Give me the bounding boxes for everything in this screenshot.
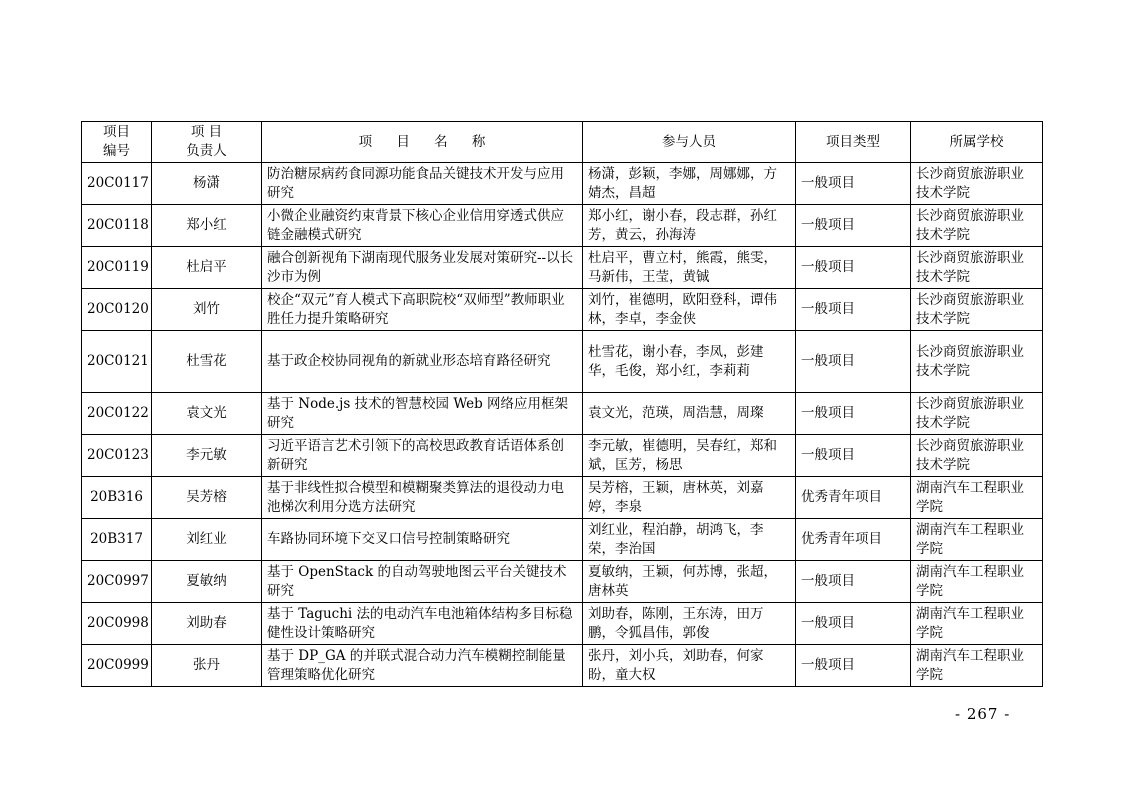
cell-members: 张丹，刘小兵，刘助春，何家盼，童大权 [583, 645, 796, 687]
cell-code: 20B316 [82, 477, 152, 519]
cell-leader: 张丹 [152, 645, 262, 687]
cell-school: 湖南汽车工程职业学院 [911, 477, 1043, 519]
page-number: - 267 - [955, 705, 1011, 723]
cell-leader: 吴芳榕 [152, 477, 262, 519]
table-row [82, 163, 1043, 205]
cell-type: 一般项目 [796, 561, 911, 603]
cell-members: 吴芳榕，王颖，唐林英，刘嘉婷，李泉 [583, 477, 796, 519]
header-members: 参与人员 [583, 122, 796, 163]
table-row [82, 561, 1043, 603]
cell-school: 湖南汽车工程职业学院 [911, 645, 1043, 687]
cell-school: 长沙商贸旅游职业技术学院 [911, 435, 1043, 477]
cell-code: 20C0120 [82, 289, 152, 331]
header-school: 所属学校 [911, 122, 1043, 163]
table-row [82, 247, 1043, 289]
cell-leader: 郑小红 [152, 205, 262, 247]
cell-leader: 刘竹 [152, 289, 262, 331]
table-row [82, 645, 1043, 687]
header-code-line2: 编号 [103, 143, 130, 159]
cell-code: 20C0122 [82, 393, 152, 435]
cell-code: 20B317 [82, 519, 152, 561]
cell-name: 基于政企校协同视角的新就业形态培育路径研究 [262, 331, 583, 393]
project-table [81, 121, 1043, 687]
cell-leader: 杜启平 [152, 247, 262, 289]
cell-school: 长沙商贸旅游职业技术学院 [911, 163, 1043, 205]
cell-code: 20C0123 [82, 435, 152, 477]
cell-members: 刘红业，程泊静，胡鸿飞，李荣，李治国 [583, 519, 796, 561]
table-row [82, 603, 1043, 645]
cell-name: 防治糖尿病药食同源功能食品关键技术开发与应用研究 [262, 163, 583, 205]
cell-name: 基于 DP_GA 的并联式混合动力汽车模糊控制能量管理策略优化研究 [262, 645, 583, 687]
cell-type: 一般项目 [796, 435, 911, 477]
cell-name: 车路协同环境下交叉口信号控制策略研究 [262, 519, 583, 561]
header-code [82, 122, 152, 163]
table-row [82, 435, 1043, 477]
cell-school: 湖南汽车工程职业学院 [911, 561, 1043, 603]
cell-code: 20C0999 [82, 645, 152, 687]
cell-school: 湖南汽车工程职业学院 [911, 519, 1043, 561]
header-name: 项 目 名 称 [262, 122, 583, 163]
cell-leader: 刘助春 [152, 603, 262, 645]
cell-name: 基于 Taguchi 法的电动汽车电池箱体结构多目标稳健性设计策略研究 [262, 603, 583, 645]
cell-leader: 刘红业 [152, 519, 262, 561]
table-row [82, 205, 1043, 247]
cell-code: 20C0998 [82, 603, 152, 645]
cell-code: 20C0117 [82, 163, 152, 205]
cell-type: 一般项目 [796, 331, 911, 393]
cell-name: 习近平语言艺术引领下的高校思政教育话语体系创新研究 [262, 435, 583, 477]
cell-school: 湖南汽车工程职业学院 [911, 603, 1043, 645]
header-code-line1: 项目 [103, 124, 130, 140]
table-row [82, 289, 1043, 331]
cell-members: 袁文光，范瑛，周浩慧，周璨 [583, 393, 796, 435]
cell-type: 优秀青年项目 [796, 477, 911, 519]
cell-type: 一般项目 [796, 247, 911, 289]
cell-leader: 杨潇 [152, 163, 262, 205]
cell-code: 20C0121 [82, 331, 152, 393]
cell-school: 长沙商贸旅游职业技术学院 [911, 331, 1043, 393]
cell-members: 杜雪花，谢小春，李凤，彭建华，毛俊，郑小红，李莉莉 [583, 331, 796, 393]
table-row [82, 477, 1043, 519]
cell-leader: 杜雪花 [152, 331, 262, 393]
header-type: 项目类型 [796, 122, 911, 163]
cell-name: 基于 Node.js 技术的智慧校园 Web 网络应用框架研究 [262, 393, 583, 435]
cell-type: 一般项目 [796, 289, 911, 331]
cell-name: 基于非线性拟合模型和模糊聚类算法的退役动力电池梯次利用分选方法研究 [262, 477, 583, 519]
cell-type: 一般项目 [796, 645, 911, 687]
table-row [82, 393, 1043, 435]
cell-name: 校企“双元”育人模式下高职院校“双师型”教师职业胜任力提升策略研究 [262, 289, 583, 331]
header-leader-line2: 负责人 [186, 143, 227, 159]
cell-members: 李元敏，崔德明，吴春红，郑和斌，匡芳，杨思 [583, 435, 796, 477]
cell-leader: 夏敏纳 [152, 561, 262, 603]
cell-type: 一般项目 [796, 393, 911, 435]
cell-type: 优秀青年项目 [796, 519, 911, 561]
header-leader [152, 122, 262, 163]
cell-name: 小微企业融资约束背景下核心企业信用穿透式供应链金融模式研究 [262, 205, 583, 247]
cell-leader: 袁文光 [152, 393, 262, 435]
cell-school: 长沙商贸旅游职业技术学院 [911, 247, 1043, 289]
cell-name: 基于 OpenStack 的自动驾驶地图云平台关键技术研究 [262, 561, 583, 603]
cell-members: 郑小红，谢小春，段志群，孙红芳，黄云，孙海涛 [583, 205, 796, 247]
cell-code: 20C0997 [82, 561, 152, 603]
cell-code: 20C0118 [82, 205, 152, 247]
cell-type: 一般项目 [796, 163, 911, 205]
cell-school: 长沙商贸旅游职业技术学院 [911, 393, 1043, 435]
cell-members: 刘助春，陈刚，王东涛，田万鹏，令狐昌伟，郭俊 [583, 603, 796, 645]
cell-type: 一般项目 [796, 603, 911, 645]
cell-school: 长沙商贸旅游职业技术学院 [911, 289, 1043, 331]
cell-members: 夏敏纳，王颖，何苏博，张超，唐林英 [583, 561, 796, 603]
table-row [82, 331, 1043, 393]
cell-school: 长沙商贸旅游职业技术学院 [911, 205, 1043, 247]
cell-leader: 李元敏 [152, 435, 262, 477]
cell-type: 一般项目 [796, 205, 911, 247]
cell-members: 杨潇，彭颖，李娜，周娜娜，方婧杰，昌超 [583, 163, 796, 205]
cell-members: 杜启平，曹立村，熊霞，熊雯，马新伟，王莹，黄铖 [583, 247, 796, 289]
table-row [82, 519, 1043, 561]
header-leader-line1: 项 目 [190, 124, 223, 140]
table-header-row [82, 122, 1043, 163]
cell-code: 20C0119 [82, 247, 152, 289]
cell-name: 融合创新视角下湖南现代服务业发展对策研究--以长沙市为例 [262, 247, 583, 289]
cell-members: 刘竹，崔德明，欧阳登科，谭伟林，李卓，李金侠 [583, 289, 796, 331]
